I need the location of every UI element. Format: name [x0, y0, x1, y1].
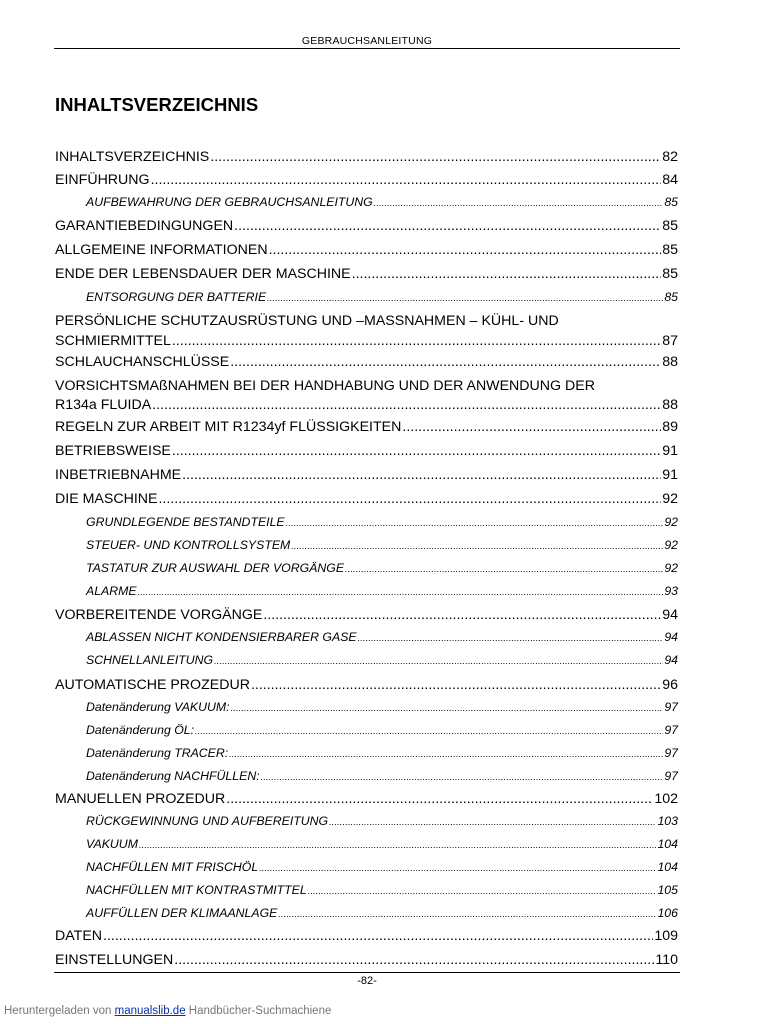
toc-entry-label: GRUNDLEGENDE BESTANDTEILE [86, 515, 285, 529]
download-attribution [4, 1005, 331, 1017]
dot-leader [308, 886, 657, 896]
toc-entry-label: ENDE DER LEBENSDAUER DER MASCHINE [55, 266, 351, 282]
dot-leader [158, 491, 661, 507]
dot-leader [172, 443, 661, 459]
toc-entry-label: Datenänderung TRACER: [86, 746, 229, 760]
dot-leader [261, 772, 664, 782]
toc-entry-page-number: 92 [664, 515, 678, 529]
dot-leader [226, 791, 653, 807]
toc-entry-label: REGELN ZUR ARBEIT MIT R1234yf FLÜSSIGKEITEN [55, 419, 402, 435]
toc-subentry[interactable] [86, 700, 678, 714]
toc-subentry[interactable] [86, 837, 678, 851]
toc-subentry[interactable] [86, 653, 678, 667]
toc-entry-label: EINFÜHRUNG [55, 172, 150, 188]
toc-entry-page-number: 110 [655, 952, 678, 968]
toc-subentry[interactable] [86, 584, 678, 598]
toc-entry-page-number: 94 [664, 630, 678, 644]
toc-entry[interactable] [55, 491, 678, 507]
toc-subentry[interactable] [86, 561, 678, 575]
toc-entry-label: MANUELLEN PROZEDUR [55, 791, 226, 807]
toc-entry-label: RÜCKGEWINNUNG UND AUFBEREITUNG [86, 814, 329, 828]
toc-entry-page-number: 89 [662, 419, 678, 435]
toc-entry[interactable] [55, 218, 678, 234]
toc-entry[interactable] [55, 149, 678, 165]
dot-leader [259, 863, 656, 873]
toc-entry-label: NACHFÜLLEN MIT FRISCHÖL [86, 860, 259, 874]
toc-subentry[interactable] [86, 515, 678, 529]
toc-entry-page-number: 105 [657, 883, 678, 897]
page-number: -82- [357, 975, 377, 987]
dot-leader [251, 677, 661, 693]
dot-leader [278, 909, 656, 919]
dot-leader [286, 518, 664, 528]
footer-divider [54, 972, 680, 973]
toc-entry-page-number: 82 [662, 149, 678, 165]
toc-entry-page-number: 88 [662, 354, 678, 370]
header-divider [54, 48, 680, 49]
toc-entry-page-number: 85 [664, 290, 678, 304]
toc-entry-label: Datenänderung ÖL: [86, 723, 195, 737]
dot-leader [402, 419, 661, 435]
toc-entry-page-number: 85 [662, 242, 678, 258]
toc-entry-label: INBETRIEBNAHME [55, 467, 182, 483]
dot-leader [151, 172, 662, 188]
toc-entry-label: ABLASSEN NICHT KONDENSIERBARER GASE [86, 630, 357, 644]
toc-entry-page-number: 87 [662, 333, 678, 349]
dot-leader [174, 952, 654, 968]
toc-entry[interactable] [55, 333, 678, 349]
toc-subentry[interactable] [86, 290, 678, 304]
dot-leader [103, 928, 653, 944]
toc-subentry[interactable] [86, 746, 678, 760]
toc-entry-page-number: 84 [662, 172, 678, 188]
download-suffix: Handbücher-Suchmachiene [188, 1005, 332, 1017]
toc-entry[interactable] [55, 172, 678, 188]
toc-entry-label: SCHMIERMITTEL [55, 333, 171, 349]
toc-entry-label: Datenänderung VAKUUM: [86, 700, 230, 714]
dot-leader [374, 198, 664, 208]
toc-subentry[interactable] [86, 860, 678, 874]
dot-leader [152, 397, 661, 413]
toc-entry-label: EINSTELLUNGEN [55, 952, 174, 968]
toc-entry-page-number: 96 [662, 677, 678, 693]
toc-entry-label: DATEN [55, 928, 103, 944]
toc-entry-page-number: 109 [654, 928, 678, 944]
toc-entry[interactable] [55, 266, 678, 282]
toc-entry-label: NACHFÜLLEN MIT KONTRASTMITTEL [86, 883, 307, 897]
toc-entry-first-line[interactable]: VORSICHTSMAßNAHMEN BEI DER HANDHABUNG UND DER ANWENDUNG DER [55, 378, 595, 394]
toc-entry-page-number: 85 [664, 195, 678, 209]
toc-subentry[interactable] [86, 814, 678, 828]
toc-entry-label: BETRIEBSWEISE [55, 443, 171, 459]
toc-entry[interactable] [55, 397, 678, 413]
toc-entry-page-number: 92 [664, 561, 678, 575]
toc-entry-label: AUFFÜLLEN DER KLIMAANLAGE [86, 906, 278, 920]
dot-leader [210, 149, 661, 165]
toc-entry-label: ALARME [86, 584, 137, 598]
toc-entry-page-number: 91 [662, 443, 678, 459]
toc-entry-page-number: 94 [664, 653, 678, 667]
toc-entry-first-line[interactable]: PERSÖNLICHE SCHUTZAUSRÜSTUNG UND –MASSNAHMEN – KÜHL- UND [55, 313, 559, 329]
toc-entry-label: ENTSORGUNG DER BATTERIE [86, 290, 267, 304]
toc-entry-page-number: 94 [662, 607, 678, 623]
toc-subentry[interactable] [86, 630, 678, 644]
toc-entry-label: VORBEREITENDE VORGÄNGE [55, 607, 263, 623]
toc-entry-label: SCHNELLANLEITUNG [86, 653, 214, 667]
toc-entry-page-number: 106 [657, 906, 678, 920]
dot-leader [172, 333, 661, 349]
toc-entry-page-number: 85 [662, 266, 678, 282]
toc-entry-label: AUFBEWAHRUNG DER GEBRAUCHSANLEITUNG [86, 195, 373, 209]
dot-leader [230, 354, 661, 370]
toc-entry-label: DIE MASCHINE [55, 491, 158, 507]
dot-leader [329, 817, 656, 827]
toc-subentry[interactable] [86, 769, 678, 783]
dot-leader [345, 564, 663, 574]
toc-entry[interactable] [55, 354, 678, 370]
toc-entry-page-number: 97 [664, 746, 678, 760]
toc-entry-label: VAKUUM [86, 837, 138, 851]
toc-entry[interactable] [55, 952, 678, 968]
toc-entry-page-number: 93 [664, 584, 678, 598]
toc-entry-page-number: 102 [654, 791, 678, 807]
toc-entry[interactable] [55, 242, 678, 258]
dot-leader [352, 266, 662, 282]
dot-leader [231, 703, 664, 713]
download-prefix: Heruntergeladen von [4, 1005, 112, 1017]
toc-subentry[interactable] [86, 538, 678, 552]
toc-entry-label: INHALTSVERZEICHNIS [55, 149, 210, 165]
toc-entry[interactable] [55, 791, 678, 807]
toc-entry[interactable] [55, 928, 678, 944]
toc-subentry[interactable] [86, 906, 678, 920]
toc-entry-page-number: 92 [664, 538, 678, 552]
toc-entry[interactable] [55, 467, 678, 483]
running-header: GEBRAUCHSANLEITUNG [301, 35, 433, 47]
toc-entry-label: TASTATUR ZUR AUSWAHL DER VORGÄNGE [86, 561, 345, 575]
toc-subentry[interactable] [86, 723, 678, 737]
toc-entry[interactable] [55, 677, 678, 693]
toc-entry-label: GARANTIEBEDINGUNGEN [55, 218, 234, 234]
dot-leader [269, 242, 662, 258]
toc-entry-label: R134a FLUIDA [55, 397, 152, 413]
toc-entry-page-number: 104 [657, 860, 678, 874]
dot-leader [358, 633, 664, 643]
dot-leader [291, 541, 663, 551]
dot-leader [195, 726, 663, 736]
toc-entry-page-number: 97 [664, 700, 678, 714]
dot-leader [182, 467, 661, 483]
page-title: INHALTSVERZEICHNIS [55, 94, 259, 115]
toc-entry-page-number: 88 [662, 397, 678, 413]
toc-entry-label: AUTOMATISCHE PROZEDUR [55, 677, 250, 693]
dot-leader [214, 656, 663, 666]
toc-entry-page-number: 97 [664, 723, 678, 737]
dot-leader [234, 218, 661, 234]
dot-leader [229, 749, 663, 759]
toc-entry-label: ALLGEMEINE INFORMATIONEN [55, 242, 268, 258]
dot-leader [267, 293, 663, 303]
toc-entry-page-number: 85 [662, 218, 678, 234]
toc-subentry[interactable] [86, 883, 678, 897]
toc-entry[interactable] [55, 419, 678, 435]
dot-leader [263, 607, 661, 623]
toc-entry[interactable] [55, 443, 678, 459]
toc-entry-page-number: 92 [662, 491, 678, 507]
dot-leader [138, 587, 664, 597]
toc-entry[interactable] [55, 607, 678, 623]
toc-entry-label: STEUER- UND KONTROLLSYSTEM [86, 538, 291, 552]
toc-entry-label: Datenänderung NACHFÜLLEN: [86, 769, 260, 783]
dot-leader [139, 840, 657, 850]
manualslib-link[interactable]: manualslib.de [114, 1005, 186, 1017]
toc-entry-page-number: 104 [657, 837, 678, 851]
toc-entry-label: SCHLAUCHANSCHLÜSSE [55, 354, 230, 370]
toc-entry-page-number: 103 [657, 814, 678, 828]
toc-entry-page-number: 97 [664, 769, 678, 783]
toc-entry-page-number: 91 [662, 467, 678, 483]
toc-subentry[interactable] [86, 195, 678, 209]
